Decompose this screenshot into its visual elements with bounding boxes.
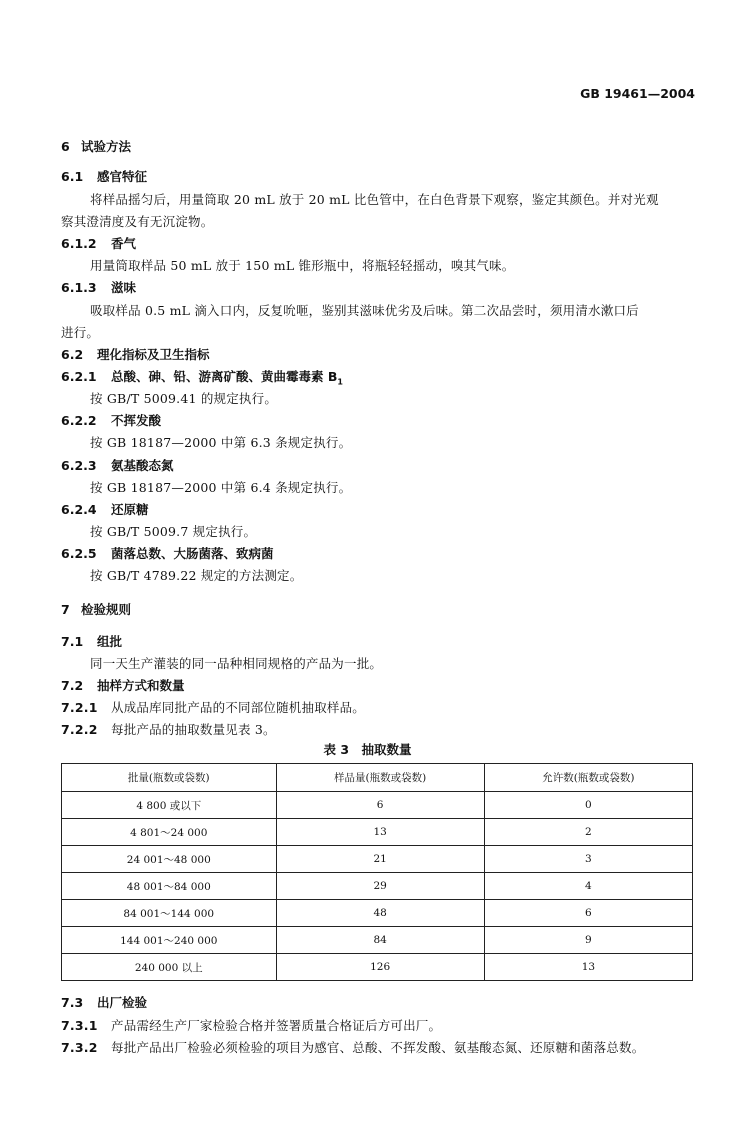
paragraph-line: 将样品摇匀后，用量筒取 20 mL 放于 20 mL 比色管中，在白色背景下观察，鉴定其颜色。并对光观: [90, 192, 659, 207]
section-7-3-heading: [61, 993, 147, 1011]
section-text: 从成品库同批产品的不同部位随机抽取样品。: [111, 700, 366, 715]
section-number: 7.3.1: [61, 1018, 98, 1033]
table-cell: 84 001～144 000: [62, 900, 277, 927]
table-cell: 4: [484, 873, 692, 900]
section-number: 6.2.2: [61, 413, 97, 428]
section-title: 检验规则: [81, 602, 132, 617]
section-title: 理化指标及卫生指标: [97, 347, 210, 362]
table-cell: 6: [276, 792, 484, 819]
section-number: 6.2.3: [61, 458, 97, 473]
section-7-2-1: [61, 698, 365, 716]
table-cell: 13: [484, 954, 692, 981]
section-title: 氨基酸态氮: [111, 458, 174, 473]
section-number: 7.2.2: [61, 722, 98, 737]
section-title: 出厂检验: [97, 995, 148, 1010]
section-number: 6.2.1: [61, 369, 97, 384]
table-3: [61, 763, 693, 981]
section-number: 7.2: [61, 678, 84, 693]
section-6-1-3-heading: [61, 278, 136, 296]
paragraph-line: 按 GB 18187—2000 中第 6.3 条规定执行。: [90, 435, 352, 450]
section-6-2-4-heading: [61, 500, 149, 518]
table-cell: 6: [484, 900, 692, 927]
section-text: 每批产品出厂检验必须检验的项目为感官、总酸、不挥发酸、氨基酸态氮、还原糖和菌落总数。: [111, 1040, 645, 1055]
section-title: 菌落总数、大肠菌落、致病菌: [111, 546, 274, 561]
section-6-heading: [61, 137, 131, 155]
subscript: 1: [337, 377, 343, 387]
section-number: 7.3.2: [61, 1040, 98, 1055]
paragraph-line: 按 GB 18187—2000 中第 6.4 条规定执行。: [90, 480, 352, 495]
table-cell: 4 800 或以下: [62, 792, 277, 819]
section-title: 总酸、砷、铅、游离矿酸、黄曲霉毒素 B: [111, 369, 338, 384]
section-number: 6: [61, 139, 70, 154]
table-cell: 9: [484, 927, 692, 954]
table-cell: 144 001～240 000: [62, 927, 277, 954]
paragraph-line: 按 GB/T 4789.22 规定的方法测定。: [90, 568, 303, 583]
table-cell: 0: [484, 792, 692, 819]
table-cell: 84: [276, 927, 484, 954]
table-row: [62, 954, 693, 981]
section-title: 组批: [97, 634, 123, 649]
table-header-cell: 允许数(瓶数或袋数): [484, 764, 692, 792]
section-6-2-heading: [61, 345, 210, 363]
standard-number: GB 19461—2004: [580, 86, 695, 101]
section-number: 6.1: [61, 169, 84, 184]
section-title: 不挥发酸: [111, 413, 162, 428]
section-6-1-heading: [61, 167, 147, 185]
table-row: [62, 927, 693, 954]
section-title: 香气: [111, 236, 137, 251]
section-6-1-2-heading: [61, 234, 136, 252]
section-text: 每批产品的抽取数量见表 3。: [111, 722, 276, 737]
table-cell: 126: [276, 954, 484, 981]
table-cell: 48: [276, 900, 484, 927]
section-6-2-3-heading: [61, 456, 174, 474]
paragraph-line: 进行。: [61, 325, 100, 340]
table-cell: 3: [484, 846, 692, 873]
section-number: 7: [61, 602, 70, 617]
section-number: 6.1.3: [61, 280, 97, 295]
section-7-2-heading: [61, 676, 185, 694]
section-6-2-5-heading: [61, 544, 274, 562]
section-7-1-heading: [61, 632, 122, 650]
section-number: 7.2.1: [61, 700, 98, 715]
section-number: 6.1.2: [61, 236, 97, 251]
paragraph-line: 按 GB/T 5009.7 规定执行。: [90, 524, 257, 539]
table-cell: 2: [484, 819, 692, 846]
section-number: 7.1: [61, 634, 84, 649]
section-7-3-1: [61, 1016, 441, 1034]
table-row: [62, 900, 693, 927]
paragraph-line: 察其澄清度及有无沉淀物。: [61, 214, 214, 229]
table-row: [62, 846, 693, 873]
section-title: 滋味: [111, 280, 137, 295]
paragraph-line: 按 GB/T 5009.41 的规定执行。: [90, 391, 278, 406]
table-3-title: 表 3 抽取数量: [323, 742, 412, 757]
table-cell: 29: [276, 873, 484, 900]
section-number: 6.2.4: [61, 502, 97, 517]
table-cell: 24 001～48 000: [62, 846, 277, 873]
table-header-cell: 样品量(瓶数或袋数): [276, 764, 484, 792]
section-6-2-1-heading: [61, 367, 343, 387]
section-title: 感官特征: [97, 169, 148, 184]
table-header-row: [62, 764, 693, 792]
table-cell: 4 801～24 000: [62, 819, 277, 846]
section-number: 6.2.5: [61, 546, 97, 561]
table-row: [62, 792, 693, 819]
section-7-3-2: [61, 1038, 644, 1056]
section-7-2-2: [61, 720, 276, 738]
paragraph-line: 吸取样品 0.5 mL 滴入口内，反复吮咂，鉴别其滋味优劣及后味。第二次品尝时，须用清水漱口后: [90, 303, 639, 318]
paragraph-line: 同一天生产灌装的同一品种相同规格的产品为一批。: [90, 656, 383, 671]
section-number: 7.3: [61, 995, 84, 1010]
table-cell: 48 001～84 000: [62, 873, 277, 900]
table-row: [62, 819, 693, 846]
section-text: 产品需经生产厂家检验合格并签署质量合格证后方可出厂。: [111, 1018, 442, 1033]
section-title: 抽样方式和数量: [97, 678, 185, 693]
table-row: [62, 873, 693, 900]
paragraph-line: 用量筒取样品 50 mL 放于 150 mL 锥形瓶中，将瓶轻轻摇动，嗅其气味。: [90, 258, 515, 273]
table-header-cell: 批量(瓶数或袋数): [62, 764, 277, 792]
table-cell: 240 000 以上: [62, 954, 277, 981]
section-number: 6.2: [61, 347, 84, 362]
section-title: 试验方法: [81, 139, 132, 154]
section-title: 还原糖: [111, 502, 149, 517]
table-cell: 21: [276, 846, 484, 873]
table-cell: 13: [276, 819, 484, 846]
section-7-heading: [61, 600, 131, 618]
section-6-2-2-heading: [61, 411, 161, 429]
